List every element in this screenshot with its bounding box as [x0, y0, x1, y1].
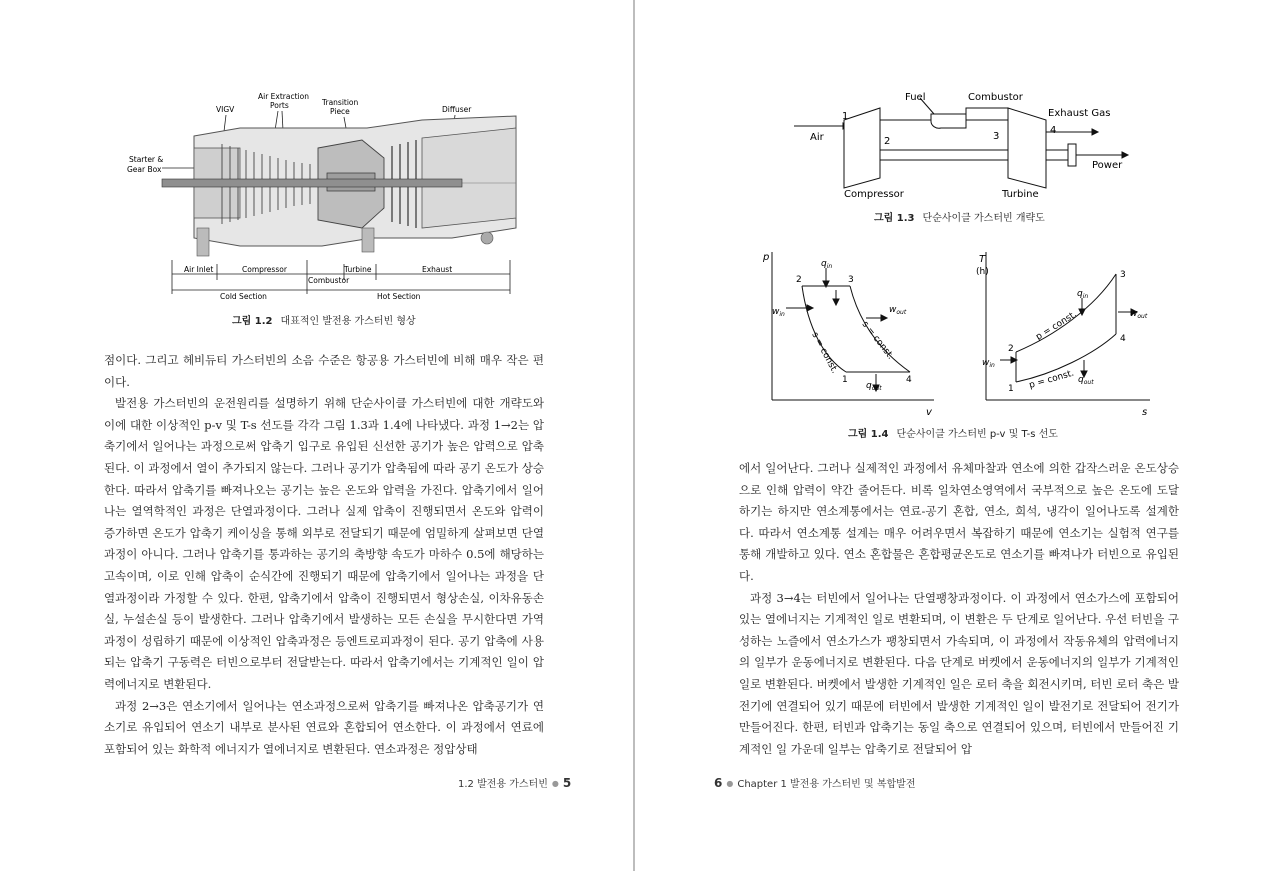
pv-w-in: $w_{in}$ [772, 307, 785, 318]
left-paragraph-1: 점이다. 그리고 헤비듀티 가스터빈의 소음 수준은 항공용 가스터빈에 비해 매우 작은 편이다. [104, 353, 544, 389]
pv-node-1: 1 [842, 375, 848, 385]
figure-1-4-caption [848, 425, 1058, 440]
ts-q-out: $q_{out}$ [1078, 375, 1094, 386]
fig13-combustor: Combustor [968, 92, 1023, 103]
left-body-text [104, 350, 544, 760]
label-turbine: Turbine [344, 265, 372, 274]
label-air-extraction-1: Air Extraction [258, 92, 309, 101]
footer-bullet: ● [551, 779, 559, 788]
page-divider [633, 0, 635, 871]
label-diffuser: Diffuser [442, 105, 472, 114]
fig13-compressor: Compressor [844, 189, 904, 200]
gas-turbine-schematic-figure [786, 86, 1136, 206]
label-cold-section: Cold Section [220, 292, 267, 301]
label-vigv: VIGV [216, 105, 235, 114]
fig13-fuel: Fuel [905, 92, 926, 103]
page-number-left: 5 [562, 776, 572, 790]
ts-w-in: $w_{in}$ [982, 358, 995, 369]
ts-node-3: 3 [1120, 270, 1126, 280]
label-starter: Starter & [129, 155, 164, 164]
ts-axis-s: s [1142, 407, 1148, 418]
left-footer [458, 775, 571, 790]
label-transition-2: Piece [330, 107, 350, 116]
figure-1-2-caption-text: 대표적인 발전용 가스터빈 형상 [280, 316, 416, 327]
pv-isentrope-1: s = const. [809, 330, 840, 376]
ts-q-in: $q_{in}$ [1077, 289, 1089, 300]
right-paragraph-1: 에서 일어난다. 그러나 실제적인 과정에서 유체마찰과 연소에 의한 갑작스러운 온도상승으로 인해 압력이 약간 줄어든다. 비록 일차연소영역에서 국부적으로 높은 온도에 도달하기는 하지만 연소계통에서는 연료-공기 혼합, 연소, 희석, 냉각이 일어나도록 설계한다. 따라서 연소계통 설계는 매우 어려우면서 복잡하기 때문에 연소기는 실험적 연구를 통해 개발하고 있다. 연소 혼합물은 혼합평균온도로 연소기를 빠져나가 터빈으로 유입된다. [739, 461, 1179, 583]
turbine-drawing [162, 116, 516, 256]
pv-isentrope-2: s = const. [859, 319, 896, 362]
ts-node-2: 2 [1008, 344, 1014, 354]
footer-chapter-title: Chapter 1 발전용 가스터빈 및 복합발전 [737, 779, 916, 790]
figure-1-3-caption-number: 그림 1.3 [874, 213, 915, 224]
label-gearbox: Gear Box [127, 165, 162, 174]
pv-w-out: $w_{out}$ [889, 305, 907, 316]
ts-node-4: 4 [1120, 334, 1126, 344]
left-paragraph-2: 발전용 가스터빈의 운전원리를 설명하기 위해 단순사이클 가스터빈에 대한 개략도와 이에 대한 이상적인 p-v 및 T-s 선도를 각각 그림 1.3과 1.4에 나타냈다. 과정 1→2는 압축기에서 일어나는 과정으로써 압축기 입구로 유입된 신선한 공기가 높은 압력으로 압축된다. 이 과정에서 열이 추가되지 않는다. 그러나 공기가 압축됨에 따라 공기 온도가 상승한다. 따라서 압축기를 빠져나오는 공기는 높은 온도와 압력을 가진다. 압축기에서 일어나는 열역학적인 과정은 단열과정이다. 그러나 실제 압축이 진행되면서 온도와 압력이 증가하면 온도가 압축기 케이싱을 통해 외부로 전달되기 때문에 엄밀하게 살펴보면 단열과정이 아니다. 그러나 압축기를 통과하는 공기의 축방향 속도가 마하수 0.5에 해당하는 고속이며, 이로 인해 압축이 순식간에 진행되기 때문에 압축기에서 일어나는 과정을 단열과정이라 가정할 수 있다. 한편, 압축기에서 압축이 진행되면서 형상손실, 이차유동손실, 누설손실 등이 발생한다. 그러나 압축기에서 발생하는 모든 손실을 무시한다면 가역과정이 성립하기 때문에 이상적인 압축과정은 등엔트로피과정이 된다. 공기 압축에 사용되는 압축기 구동력은 터빈으로부터 전달받는다. 따라서 압축기에서는 기계적인 일이 압력에너지로 변환된다. [104, 396, 544, 691]
fig13-node-4: 4 [1050, 125, 1057, 136]
left-paragraph-3: 과정 2→3은 연소기에서 일어나는 연소과정으로써 압축기를 빠져나온 압축공기가 연소기로 유입되어 연소기 내부로 분사된 연료와 혼합되어 연소한다. 이 과정에서 연료에 포함되어 있는 화학적 에너지가 열에너지로 변환된다. 연소과정은 정압상태 [104, 698, 544, 756]
pv-node-2: 2 [796, 275, 802, 285]
label-compressor: Compressor [242, 265, 287, 274]
fig13-air: Air [810, 132, 824, 143]
label-transition-1: Transition [322, 98, 359, 107]
right-page [636, 0, 1269, 871]
gas-turbine-cross-section-figure [122, 88, 522, 306]
fig13-power: Power [1092, 160, 1123, 171]
left-page [0, 0, 633, 871]
fig13-node-1: 1 [842, 111, 849, 122]
label-exhaust: Exhaust [422, 265, 453, 274]
fig13-turbine: Turbine [1002, 189, 1039, 200]
pv-node-4: 4 [906, 375, 912, 385]
pv-ts-diagrams-figure [754, 248, 1154, 418]
label-air-inlet: Air Inlet [184, 265, 214, 274]
fig13-node-3: 3 [993, 131, 1000, 142]
figure-1-4-caption-number: 그림 1.4 [848, 429, 889, 440]
figure-1-3-caption-text: 단순사이클 가스터빈 개략도 [922, 213, 1045, 224]
fig13-exhaust-gas: Exhaust Gas [1048, 108, 1111, 119]
figure-1-2-caption [232, 312, 416, 327]
pv-q-in: $q_{in}$ [821, 259, 833, 270]
figure-1-3-caption [874, 209, 1045, 224]
pv-axis-p: p [763, 252, 770, 263]
right-body-text [739, 458, 1179, 760]
ts-node-1: 1 [1008, 384, 1014, 394]
ts-axis-T: T [979, 254, 986, 265]
label-hot-section: Hot Section [377, 292, 421, 301]
ts-isobar-1: p = const. [1034, 309, 1079, 343]
ts-axis-h: (h) [976, 267, 989, 277]
page-number-right: 6 [714, 776, 723, 790]
label-air-extraction-2: Ports [270, 101, 289, 110]
footer-section-title: 1.2 발전용 가스터빈 [458, 779, 548, 790]
right-paragraph-2: 과정 3→4는 터빈에서 일어나는 단열팽창과정이다. 이 과정에서 연소가스에 포함되어 있는 열에너지는 기계적인 일로 변환되며, 이 변환은 두 단계로 일어난다. 우선 터빈을 구성하는 노즐에서 연소가스가 팽창되면서 가속되며, 이 과정에서 작동유체의 압력에너지의 일부가 운동에너지로 변환된다. 다음 단계로 버켓에서 운동에너지의 일부가 기계적인 일로 변환된다. 버켓에서 발생한 기계적인 일은 로터 축을 회전시키며, 터빈 로터 축은 발전기에 연결되어 있기 때문에 터빈에서 발생한 기계적인 일이 발전기로 전달되어 전기가 만들어진다. 한편, 터빈과 압축기는 동일 축으로 연결되어 있으며, 터빈에서 만들어진 기계적인 일 가운데 일부는 압축기로 전달되어 압 [739, 590, 1179, 756]
fig13-node-2: 2 [884, 136, 891, 147]
figure-1-4-caption-text: 단순사이클 가스터빈 p-v 및 T-s 선도 [896, 429, 1058, 440]
right-footer [714, 775, 916, 790]
ts-w-out: $w_{out}$ [1130, 309, 1148, 320]
figure-1-2-caption-number: 그림 1.2 [232, 316, 273, 327]
pv-axis-v: v [926, 407, 932, 418]
footer-bullet-right: ● [726, 779, 734, 788]
ts-isobar-2: p = const. [1028, 368, 1076, 391]
pv-node-3: 3 [848, 275, 854, 285]
label-combustor: Combustor [308, 276, 350, 285]
pv-q-out: $q_{out}$ [866, 381, 882, 392]
